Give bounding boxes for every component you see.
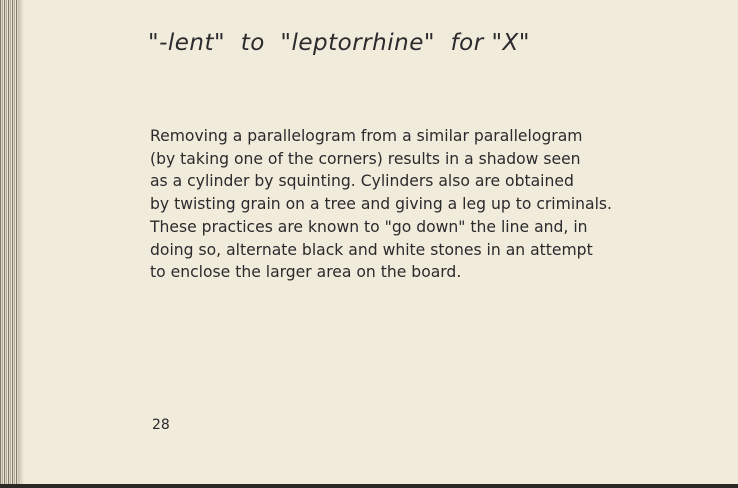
page-edges [0, 0, 18, 488]
body-line: to enclose the larger area on the board. [150, 263, 462, 282]
body-line: (by taking one of the corners) results in a shadow seen [150, 149, 581, 168]
page-number: 28 [152, 417, 170, 433]
bottom-edge [0, 484, 738, 488]
body-line: Removing a parallelogram from a similar parallelogram [150, 127, 583, 145]
page-heading: "-lent" to "leptorrhine" for "X" [148, 30, 530, 56]
body-line: These practices are known to "go down" the line and, in [150, 217, 588, 236]
body-line: by twisting grain on a tree and giving a leg up to criminals. [150, 195, 613, 214]
body-line: doing so, alternate black and white stones in an attempt [150, 240, 593, 259]
body-line: as a cylinder by squinting. Cylinders also are obtained [150, 172, 574, 191]
body-paragraph [150, 125, 630, 284]
